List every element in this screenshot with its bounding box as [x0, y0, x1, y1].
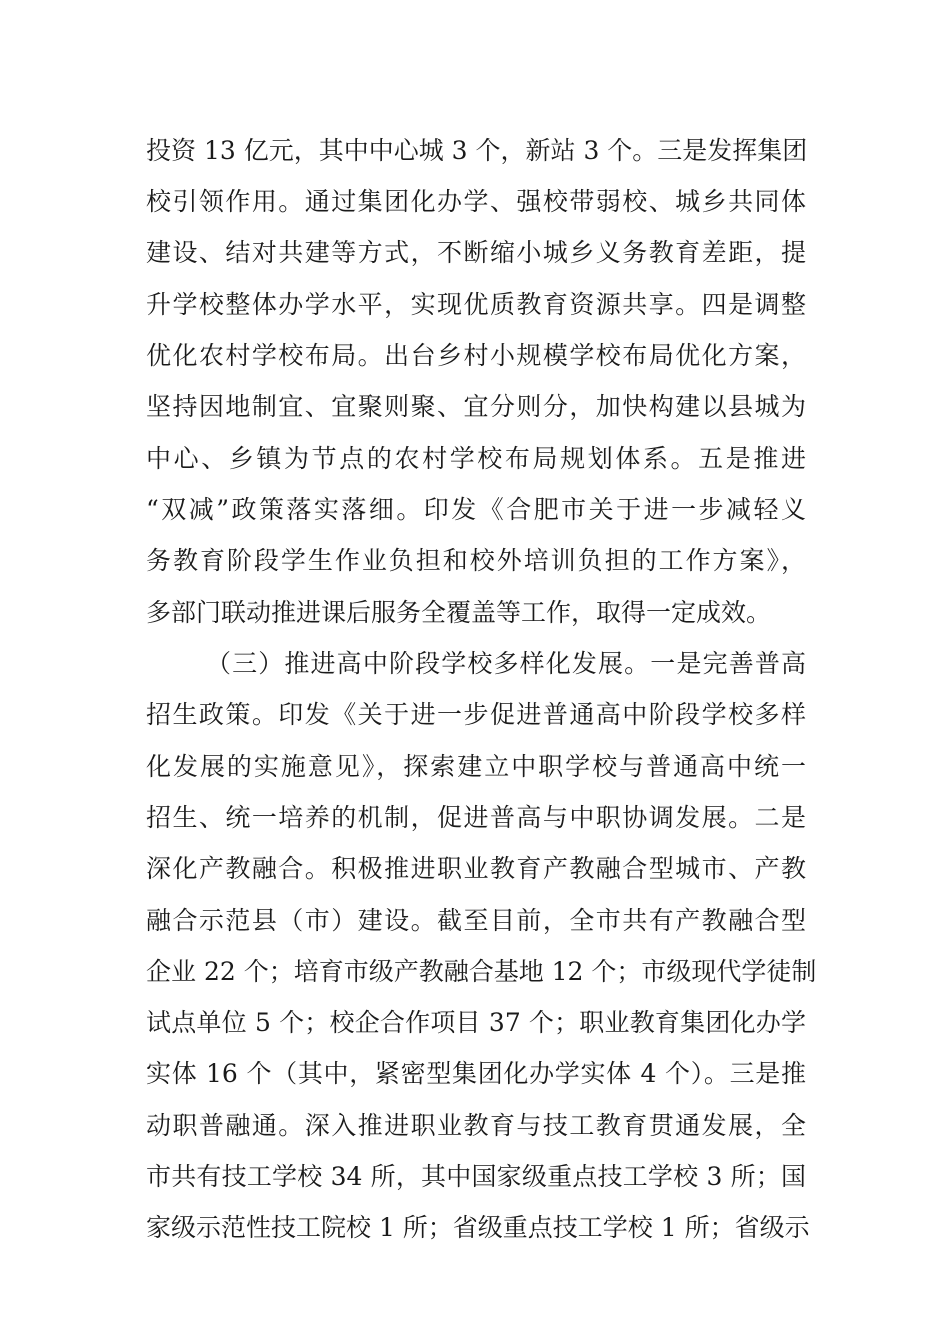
text-line: 家级示范性技工院校 1 所；省级重点技工学校 1 所；省级示 — [146, 1213, 810, 1242]
text-line: 企业 22 个；培育市级产教融合基地 12 个；市级现代学徒制 — [146, 957, 817, 986]
text-line: 实体 16 个（其中，紧密型集团化办学实体 4 个）。三是推 — [146, 1059, 806, 1088]
text-line: 务教育阶段学生作业负担和校外培训负担的工作方案》， — [146, 546, 806, 575]
text-line: 校引领作用。通过集团化办学、强校带弱校、城乡共同体 — [146, 187, 806, 216]
text-line: 试点单位 5 个；校企合作项目 37 个；职业教育集团化办学 — [146, 1008, 806, 1037]
text-line: 融合示范县（市）建设。截至目前，全市共有产教融合型 — [146, 906, 806, 935]
text-line: 招生、统一培养的机制，促进普高与中职协调发展。二是 — [146, 803, 806, 832]
text-line: 升学校整体办学水平，实现优质教育资源共享。四是调整 — [146, 290, 806, 319]
text-line: 动职普融通。深入推进职业教育与技工教育贯通发展，全 — [146, 1111, 806, 1140]
section-heading-line: （三）推进高中阶段学校多样化发展。一是完善普高 — [206, 649, 806, 678]
text-line: “双减”政策落实落细。印发《合肥市关于进一步减轻义 — [146, 495, 806, 524]
text-line: 招生政策。印发《关于进一步促进普通高中阶段学校多样 — [146, 700, 806, 729]
text-line: 市共有技工学校 34 所，其中国家级重点技工学校 3 所；国 — [146, 1162, 806, 1191]
text-line: 优化农村学校布局。出台乡村小规模学校布局优化方案， — [146, 341, 806, 370]
text-line: 中心、乡镇为节点的农村学校布局规划体系。五是推进 — [146, 444, 806, 473]
text-line: 建设、结对共建等方式，不断缩小城乡义务教育差距，提 — [146, 238, 806, 267]
text-line: 深化产教融合。积极推进职业教育产教融合型城市、产教 — [146, 854, 806, 883]
text-line: 投资 13 亿元，其中中心城 3 个，新站 3 个。三是发挥集团 — [146, 136, 808, 165]
text-line: 多部门联动推进课后服务全覆盖等工作，取得一定成效。 — [146, 598, 772, 627]
text-line: 坚持因地制宜、宜聚则聚、宜分则分，加快构建以县城为 — [146, 392, 806, 421]
text-line: 化发展的实施意见》，探索建立中职学校与普通高中统一 — [146, 752, 806, 781]
